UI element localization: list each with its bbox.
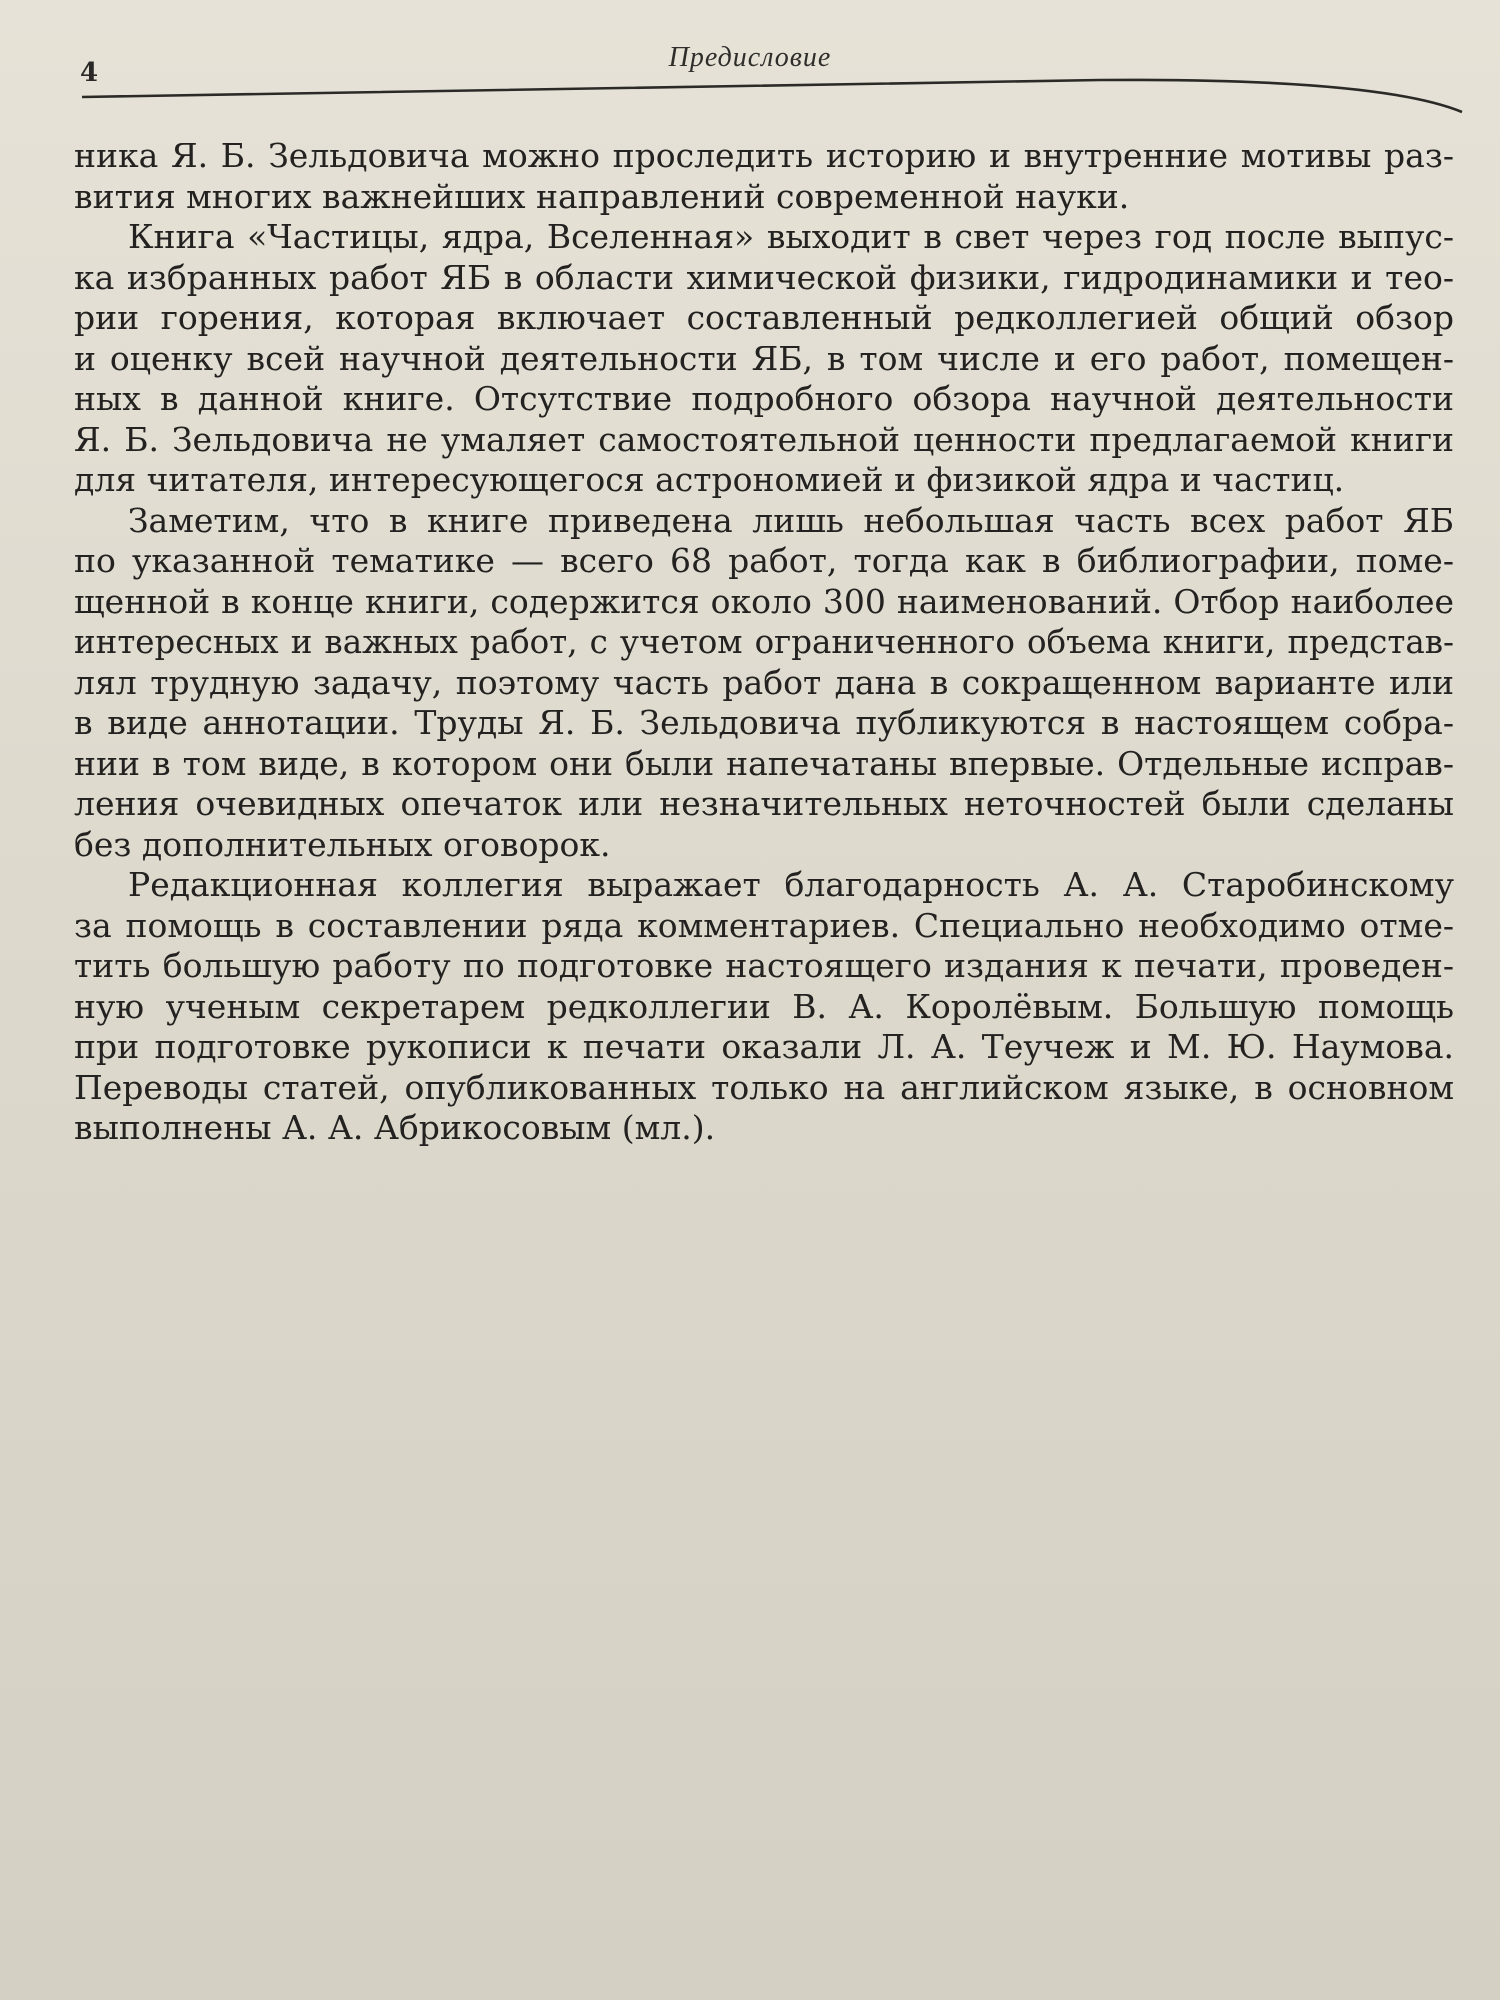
text-line: выполнены А. А. Абрикосовым (мл.). — [74, 1108, 716, 1147]
header-rule — [0, 0, 1500, 130]
text-line: Редакционная коллегия выражает благодарность А. А. Старобинскому — [128, 865, 1454, 904]
text-line: рии горения, которая включает составленный редколлегией общий обзор — [74, 298, 1454, 337]
text-line: при подготовке рукописи к печати оказали Л. А. Теучеж и М. Ю. Наумова. — [74, 1027, 1454, 1066]
text-line: в виде аннотации. Труды Я. Б. Зельдовича публикуются в настоящем собра- — [74, 703, 1454, 742]
page-number: 4 — [80, 58, 99, 88]
text-line: ную ученым секретарем редколлегии В. А. Королёвым. Большую помощь — [74, 986, 1454, 1026]
text-line: ных в данной книге. Отсутствие подробного обзора научной деятельности — [74, 379, 1454, 418]
text-line: щенной в конце книги, содержится около 300 наименований. Отбор наиболее — [74, 581, 1454, 621]
paragraph-1 — [74, 136, 1454, 217]
running-title: Предисловие — [668, 42, 832, 73]
text-line: нии в том виде, в котором они были напечатаны впервые. Отдельные исправ- — [74, 743, 1454, 783]
header-rule-line — [82, 80, 1462, 112]
text-line: по указанной тематике — всего 68 работ, тогда как в библиографии, поме- — [74, 541, 1454, 580]
body-text — [74, 136, 1454, 1149]
paragraph-3 — [74, 501, 1454, 866]
text-line: лял трудную задачу, поэтому часть работ дана в сокращенном варианте или — [74, 662, 1454, 702]
text-line: тить большую работу по подготовке настоящего издания к печати, проведен- — [74, 946, 1454, 985]
text-line: интересных и важных работ, с учетом ограниченного объема книги, представ- — [74, 623, 1454, 661]
text-line: ника Я. Б. Зельдовича можно проследить историю и внутренние мотивы раз- — [74, 136, 1454, 175]
text-line: Книга «Частицы, ядра, Вселенная» выходит в свет через год после выпус- — [128, 217, 1454, 256]
text-line: ка избранных работ ЯБ в области химической физики, гидродинамики и тео- — [74, 257, 1454, 297]
text-line: и оценку всей научной деятельности ЯБ, в том числе и его работ, помещен- — [74, 338, 1454, 378]
paragraph-2 — [74, 217, 1454, 501]
text-line: Я. Б. Зельдовича не умаляет самостоятельной ценности предлагаемой книги — [74, 419, 1454, 459]
text-line: за помощь в составлении ряда комментариев. Специально необходимо отме- — [74, 905, 1454, 945]
text-line: для читателя, интересующегося астрономией и физикой ядра и частиц. — [74, 460, 1345, 499]
text-line: без дополнительных оговорок. — [74, 824, 611, 864]
text-line: Переводы статей, опубликованных только на английском языке, в основном — [74, 1067, 1454, 1107]
paragraph-4 — [74, 865, 1454, 1149]
text-line: вития многих важнейших направлений современной науки. — [74, 176, 1130, 216]
text-line: ления очевидных опечаток или незначительных неточностей были сделаны — [74, 784, 1454, 823]
text-line: Заметим, что в книге приведена лишь небольшая часть всех работ ЯБ — [128, 500, 1454, 540]
